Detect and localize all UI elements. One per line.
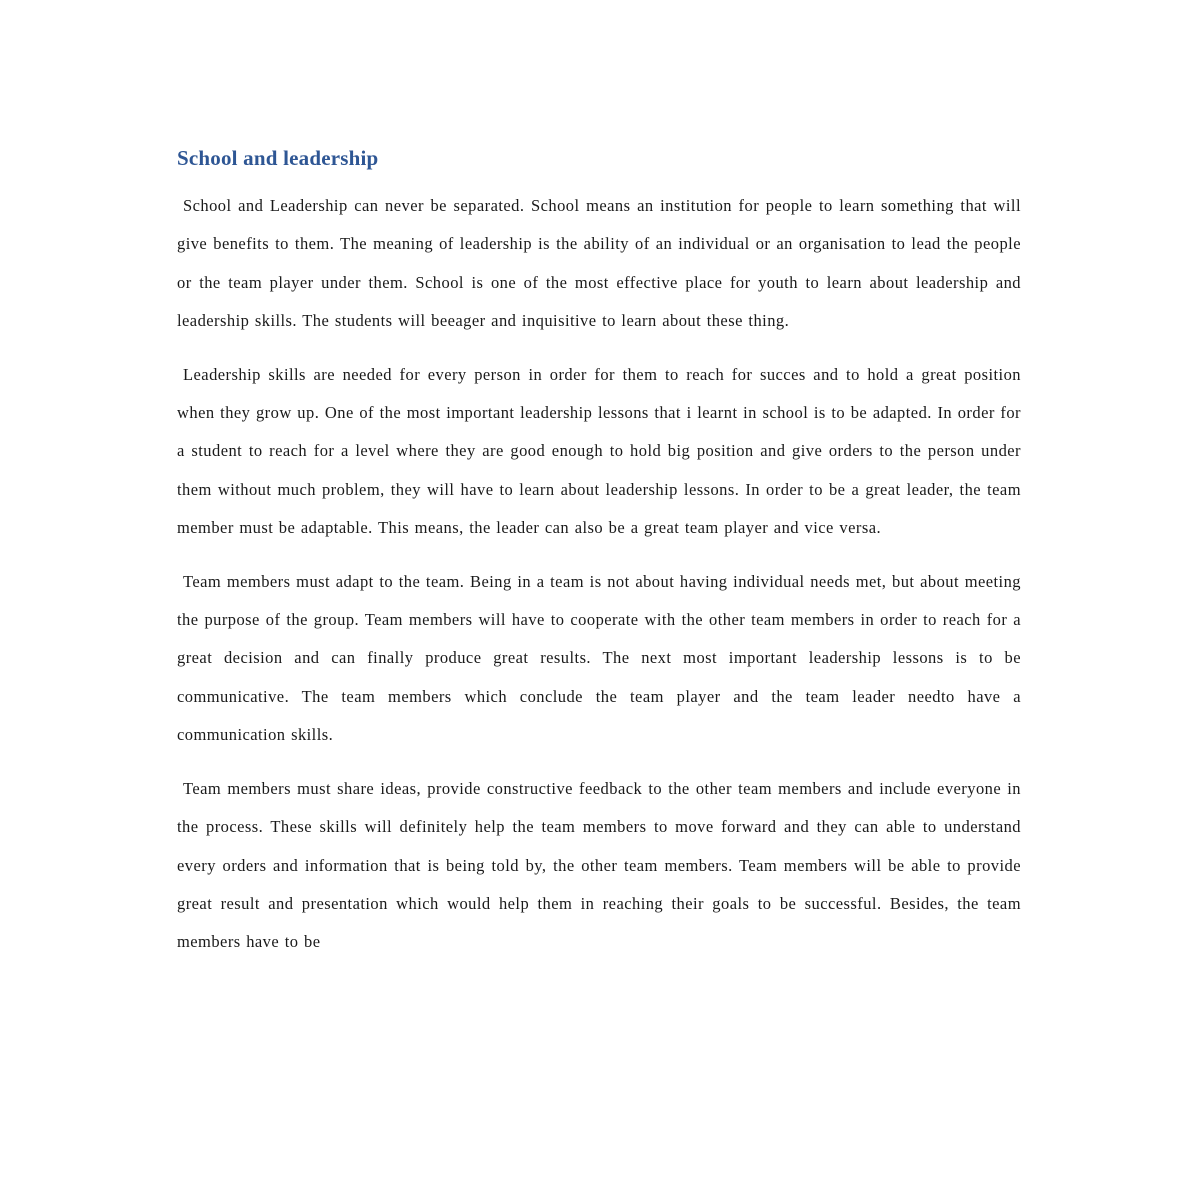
paragraph-2: Leadership skills are needed for every person in order for them to reach for succes and to hold a great position when they grow up. One of the most important leadership lessons that i learnt in school is to be adapted. In order for a student to reach for a level where they are good enough to hold big position and give orders to the person under them without much problem, they will have to learn about leadership lessons. In order to be a great leader, the team member must be adaptable. This means, the leader can also be a great team player and vice versa. xyxy=(177,364,1021,538)
document-page xyxy=(177,143,1021,977)
paragraph-1: School and Leadership can never be separated. School means an institution for people to learn something that will give benefits to them. The meaning of leadership is the ability of an individual or an organisation to lead the people or the team player under them. School is one of the most effective place for youth to learn about leadership and leadership skills. The students will beeager and inquisitive to learn about these thing. xyxy=(177,196,1021,331)
paragraph-3: Team members must adapt to the team. Being in a team is not about having individual needs met, but about meeting the purpose of the group. Team members will have to cooperate with the other team members in order to reach for a great decision and can finally produce great results. The next most important leadership lessons is to be communicative. The team members which conclude the team player and the team leader needto have a communication skills. xyxy=(177,571,1021,745)
paragraph-4: Team members must share ideas, provide constructive feedback to the other team members and include everyone in the process. These skills will definitely help the team members to move forward and they can able to understand every orders and information that is being told by, the other team members. Team members will be able to provide great result and presentation which would help them in reaching their goals to be successful. Besides, the team members have to be xyxy=(177,778,1021,952)
document-title: School and leadership xyxy=(177,146,379,170)
